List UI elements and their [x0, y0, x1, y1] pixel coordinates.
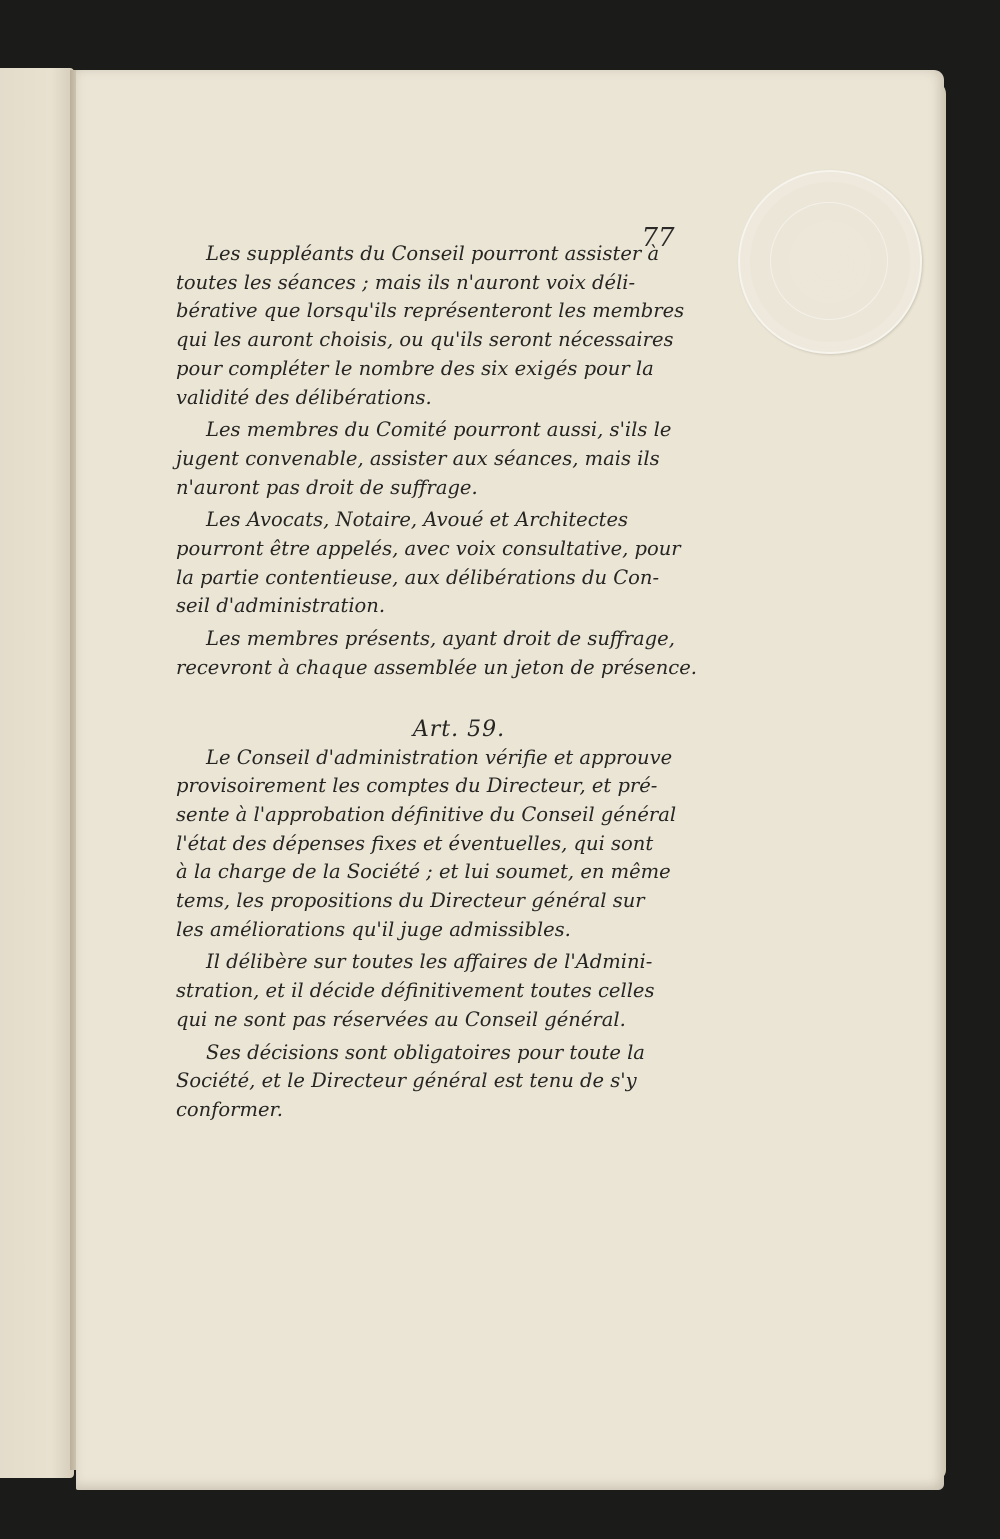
text-line: tems, les propositions du Directeur général sur: [176, 889, 645, 913]
article-heading: Art. 59.: [412, 716, 506, 742]
text-line: provisoirement les comptes du Directeur, et pré-: [176, 774, 658, 798]
text-line: Les suppléants du Conseil pourront assister à: [206, 242, 660, 265]
text-line: validité des délibérations.: [176, 385, 432, 409]
paragraph: [176, 416, 696, 502]
paragraphs-top: [176, 240, 696, 683]
text-line: n'auront pas droit de suffrage.: [176, 475, 478, 499]
text-line: pourront être appelés, avec voix consultative, pour: [176, 537, 681, 561]
text-line: l'état des dépenses fixes et éventuelles, qui sont: [176, 831, 654, 855]
text-line: toutes les séances ; mais ils n'auront voix déli-: [176, 270, 636, 294]
paragraph: [176, 506, 696, 621]
text-line: Il délibère sur toutes les affaires de l'Admini-: [206, 950, 653, 974]
paragraph: [176, 744, 696, 945]
text-line: Ses décisions sont obligatoires pour toute la: [206, 1040, 645, 1064]
text-line: conformer.: [176, 1097, 283, 1121]
text-line: Le Conseil d'administration vérifie et approuve: [206, 745, 673, 769]
text-line: qui les auront choisis, ou qu'ils seront nécessaires: [176, 328, 674, 352]
blind-stamp-inner-ring: [770, 202, 888, 320]
paragraphs-bottom: [176, 744, 696, 1125]
text-line: Société, et le Directeur général est tenu de s'y: [176, 1069, 637, 1093]
text-line: sente à l'approbation définitive du Conseil général: [176, 802, 677, 826]
text-line: seil d'administration.: [176, 594, 386, 618]
text-line: bérative que lorsqu'ils représenteront les membres: [176, 299, 685, 323]
text-line: recevront à chaque assemblée un jeton de présence.: [176, 655, 697, 679]
text-line: qui ne sont pas réservées au Conseil général.: [176, 1007, 626, 1031]
text-line: jugent convenable, assister aux séances, mais ils: [176, 446, 660, 470]
text-line: pour compléter le nombre des six exigés pour la: [176, 356, 654, 380]
blind-stamp: [738, 170, 922, 354]
text-line: Les Avocats, Notaire, Avoué et Architectes: [206, 508, 629, 532]
text-line: stration, et il décide définitivement toutes celles: [176, 979, 655, 1003]
paragraph: [176, 1039, 696, 1125]
text-line: Les membres du Comité pourront aussi, s'ils le: [206, 418, 672, 442]
text-block: [176, 240, 696, 1129]
facing-page: [0, 68, 74, 1478]
text-line: à la charge de la Société ; et lui soumet, en même: [176, 860, 671, 884]
text-line: la partie contentieuse, aux délibérations du Con-: [176, 565, 660, 589]
page-number: 77: [641, 223, 675, 253]
paragraph: [176, 625, 696, 682]
text-line: Les membres présents, ayant droit de suffrage,: [206, 627, 675, 651]
paragraph: [176, 240, 696, 412]
text-line: les améliorations qu'il juge admissibles.: [176, 917, 571, 941]
paragraph: [176, 948, 696, 1034]
